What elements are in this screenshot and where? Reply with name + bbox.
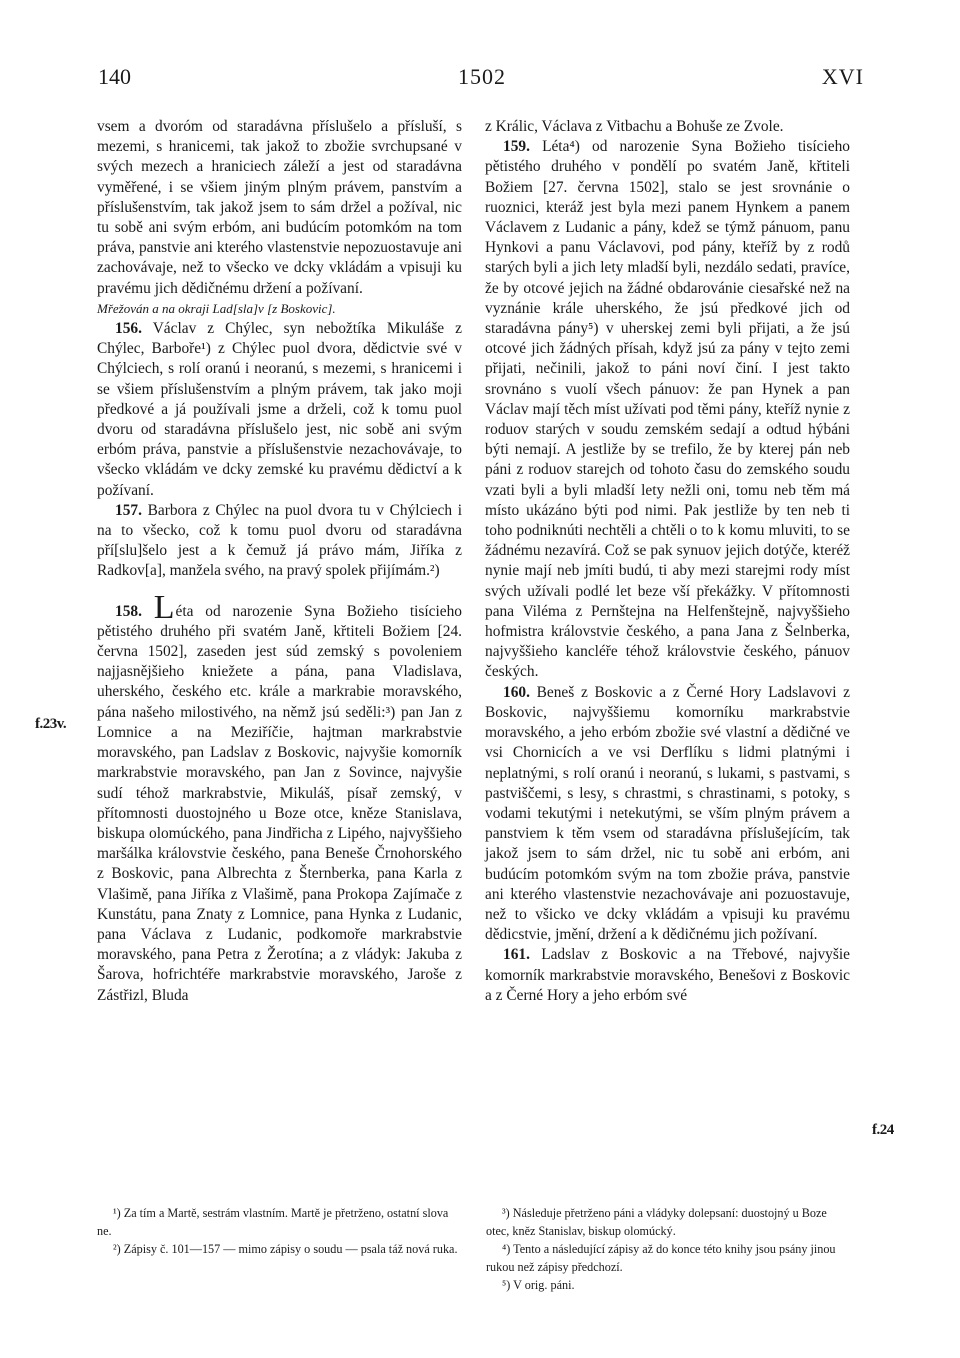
entry-160 [485, 683, 850, 946]
folio-note-right: f.24 [872, 1122, 894, 1138]
entry-text: éta od narozenie Syna Božieho tisícieho pětistého druhého při svatém Janě, křtiteli Božiem [24. června 1502], zaseden jest súd zemský s povoleniem najjasnějšieho kniežete a pána, pana Vladislava, uherského, českého etc. krále a markrabie moravského, pána našeho milostivého, na němž jsú seděli:³) pan Jan z Lomnice a na Meziříčie, hajtman markrabstvie moravského, pan Ladslav z Boskovic, najvyšie komorník markrabstvie moravského, pan Jan z Sovince, najvyšie sudí téhož markrabstvie, Mikuláš, písař zemský, v přítomnosti duostojného u Boze otce, kněze Stanislava, biskupa olomúckého, pana Jindřicha z Lipého, najvyššieho maršálka královstvie českého, pana Beneše Črnohorského z Boskovic, pana Albrechta z Šternberka, pana Karla z Vlašimě, pana Jiříka z Vlašimě, pana Prokopa Zajímače z Kunstátu, pana Znaty z Lomnice, pana Hynka z Ludanic, pana Václava z Ludanic, podkomoře markrabstvie moravského, pana Petra z Žerotína; a z vládyk: Jakuba z Šarova, hofrichtéře markrabstvie moravského, Jaroše z Zástřizl, Bluda [97, 602, 462, 1004]
entry-number: 158. [115, 602, 142, 620]
left-column [97, 117, 462, 1006]
entry-158 [97, 588, 462, 1006]
entry-text: Ladslav z Boskovic a na Třebové, najvyšie komorník markrabstvie moravského, Benešovi z Boskovic a z Černé Hory a jeho erbóm své [485, 946, 850, 1004]
entry-number: 160. [503, 683, 530, 701]
footnote-1: ¹) Za tím a Martě, sestrám vlastním. Martě je přetrženo, ostatní slova ne. [97, 1206, 449, 1238]
entry-text: Léta⁴) od narozenie Syna Božieho tisícieho pětistého druhého v pondělí po svatém Janě, křtiteli Božiem [27. června 1502], stalo se jest srovnánie o ruoznici, kteráž jest byla mezi panem Hynkem a panem Václavem z Ludanic a pány, kdež se týmž pánuom, panu Hynkovi a panu Václavovi, pod pány, kteříž by z rodů starých byli a jich lety mladší byli, nezdálo sedati, pravíce, že by otcové jejich na žádné obdarovánie ciesařské než na vyznánie krále uherského, že jsú předkové jich od staradávna pány⁵) v uherskej zemi byli přijati, a že jsú otcové jich žádných přísah, když jsú za pány v tejto zemi přijati, nečinili, jakož to páni noví činí. I jest takto srovnáno s vuolí všech pánuov: že pan Hynek a pan Václav mají těch míst užívati pod těmi pány, kteříž nynie z roduov starých v soudu zemském sedají a odtud hýbáni býti nemají. A jestliže by se trefilo, že by kterej pán neb páni z roduov starejch od tohoto času do zemského soudu vzati byli a byli mladší lety nežli oni, tomu neb těm má místo ukázáno býti pod nimi. Pak jestliže by ten neb ti toho podniknúti nechtěli a chtěli o to k komu mluviti, to se žádnému nezavírá. Což se pak synuov jejich dotýče, kteréž nynie mají neb jmíti budú, ti aby mezi starejmi rody míst svých užívali podlé let beze vší překážky. V přítomnosti pana Viléma z Pernštejna na Helfenštejně, najvyššieho hofmistra královstvie českého, a pana Jana z Šelnberka, najvyššieho kancléře téhož královstvie českého, pánuov českých. [485, 138, 850, 681]
running-header [0, 64, 960, 94]
paragraph-continuation: z Králic, Václava z Vitbachu a Bohuše ze Zvole. [485, 118, 784, 135]
paragraph-continuation: vsem a dvoróm od staradávna příslušelo a přísluší, s mezemi, s hranicemi, tak jakož to zbožie svrchupsané v svých mezech a hraniciech záleží a jest od staradávna vyměřené, i se všiem jiným plným právem, panstvím a příslušenstvím, tak jakož jsem to sám držel a požíval, nic tu sobě ani svým erbóm, ani budúcím potomkóm na tom práva, panstvie ani kterého vlastenstvie nepozuostavuje ani zachovávaje, než to všecko ve dcky vkládám a vpisuji ku pravému jich dědičnému držení a požívaní. [97, 118, 462, 297]
entry-text: Barbora z Chýlec na puol dvora tu v Chýlciech i na to všecko, což k tomu puol dvoru od staradávna pří[slu]šelo jest a k čemuž já právo mám, Jiříka z Radkov[a], manžela svého, na pravý spolek přijímám.²) [97, 501, 462, 580]
folio-note-left: f.23v. [35, 716, 67, 732]
entry-157 [97, 501, 462, 582]
volume-number: XVI [821, 64, 864, 89]
entry-number: 157. [115, 501, 142, 519]
right-column [485, 117, 850, 1006]
footnotes-left [97, 1204, 463, 1258]
entry-156 [97, 319, 462, 501]
entry-number: 159. [503, 138, 530, 156]
footnotes-right [486, 1204, 852, 1294]
year-heading: 1502 [458, 64, 506, 89]
entry-text: Václav z Chýlec, syn nebožtíka Mikuláše z Chýlec, Barboře¹) z Chýlec puol dvora, dědictvie své v Chýlciech, s rolí oranú i neoranú, s mezemi, s hranicemi i se všiem příslušenstvím a plným právem, tak jako moji předkové a já používali jsme a drželi, což k tomu puol dvoru od staradávna příslušelo jest, nic sobě ani svým erbóm práva, panstvie a příslušenstvie nezachovávaje, to všecko vkládám ve dcky zemské ku pravému dědictví a k požívaní. [97, 320, 462, 499]
editorial-note: Mřežován a na okraji Lad[sla]v [z Boskovic]. [97, 300, 336, 316]
entry-number: 161. [503, 946, 530, 964]
footnote-2: ²) Zápisy č. 101—157 — mimo zápisy o soudu — psala táž nová ruka. [113, 1242, 458, 1256]
entry-159 [485, 137, 850, 682]
entry-number: 156. [115, 320, 142, 338]
drop-initial: L [153, 588, 175, 626]
footnote-3: ³) Následuje přetrženo páni a vládyky dolepsaní: duostojný u Boze otec, kněz Stanislav, biskup olomúcký. [486, 1206, 827, 1238]
footnote-4: ⁴) Tento a následující zápisy až do konce této knihy jsou psány jinou rukou než zápisy předchozí. [486, 1242, 836, 1274]
entry-161 [485, 945, 850, 1006]
entry-text: Beneš z Boskovic a z Černé Hory Ladslavovi z Boskovic, najvyššiemu komorníku markrabstvie moravského, a jeho erbóm zbožie své vlastní a dědičné ve vsi Chornicích a ve vsi Derflíku s lidmi platnými i neplatnými, s rolí oranú i neoranú, s lukami, s pastvami, s pastviščemi, s lesy, s chrastmi, s chrastinami, s potoky, s vodami tekutými i netekutými, se vším plným právem a panstviem k těm vsem od staradávna příslušejícím, tak jakož jsem to sám držel, nic tu sobě ani erbóm, ani budúcím potomkóm svým na tom zbožie práva, panstvie ani kterého vlastenstvie nezachovávaje ani pozuostavuje, než to všicko ve dcky vkládám a vpisuji ku pravému dědicstvie, jmění, držení a k dědičnému jich požívaní. [485, 683, 850, 944]
footnote-5: ⁵) V orig. páni. [502, 1278, 575, 1292]
page-number: 140 [98, 64, 131, 89]
